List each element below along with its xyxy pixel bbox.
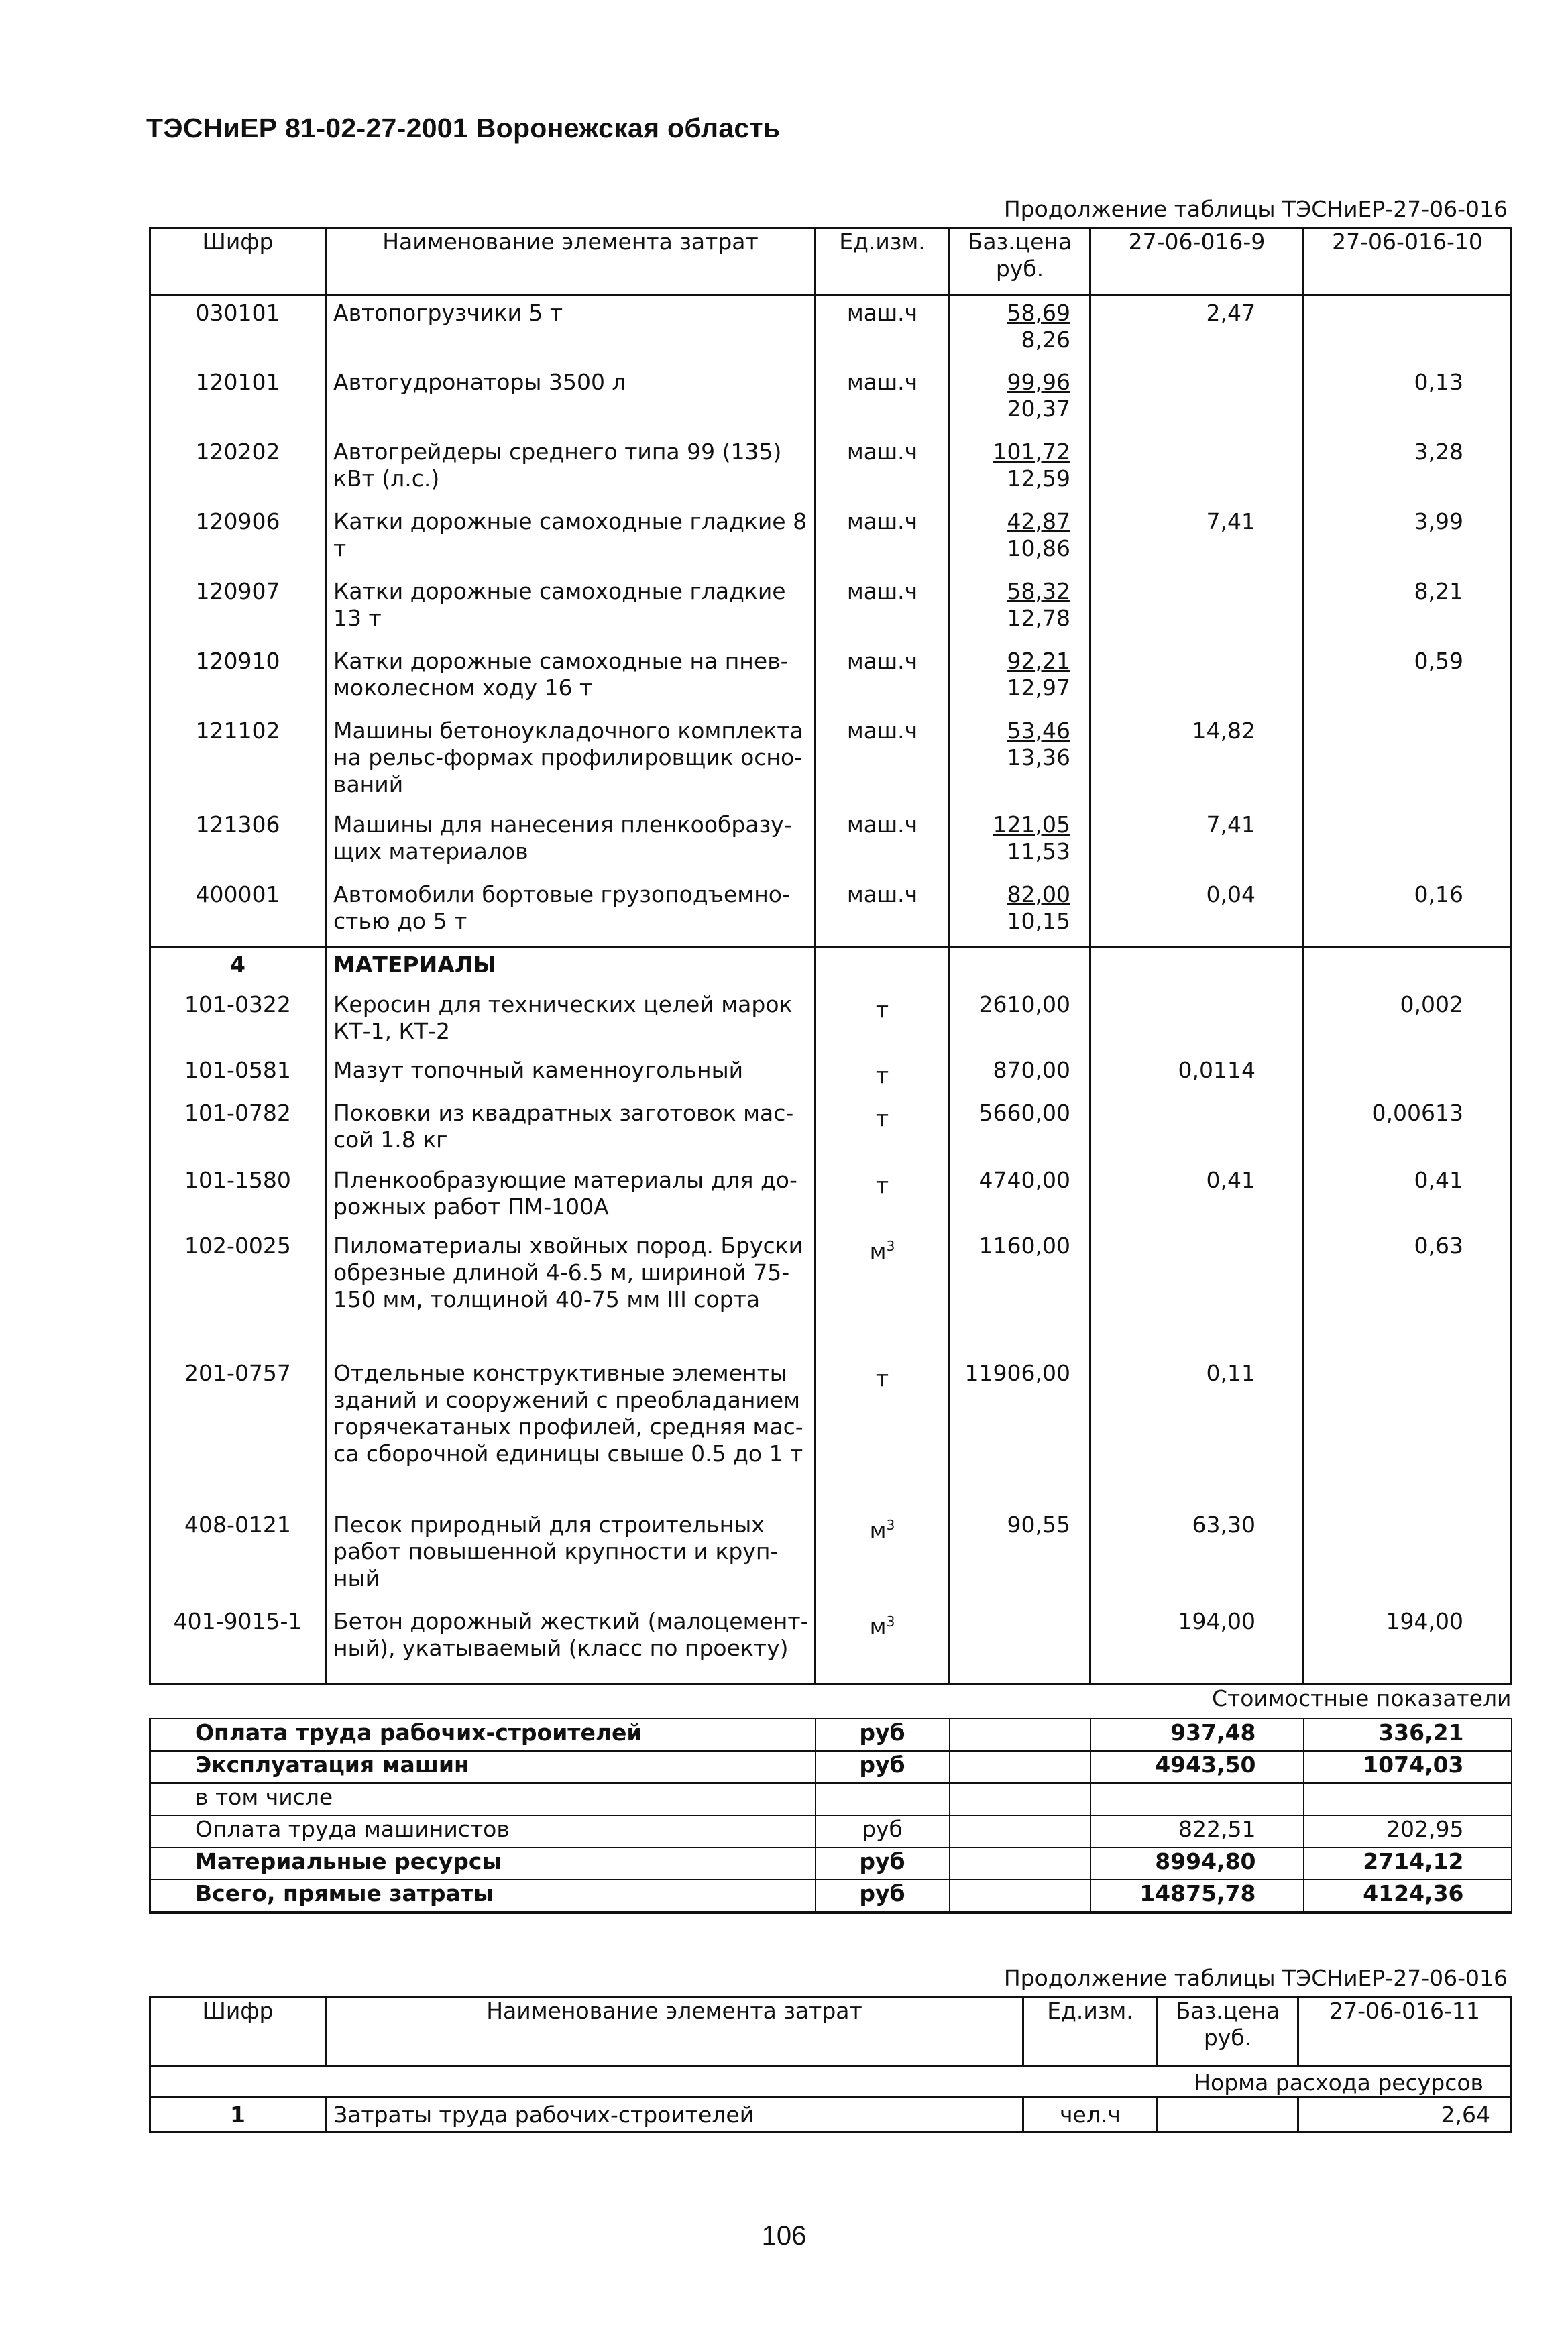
row-unit-text: т bbox=[875, 1104, 889, 1131]
row-unit-text: т bbox=[875, 1062, 889, 1088]
row-value-10: 0,16 bbox=[1304, 877, 1512, 947]
cost-label: Оплата труда машинистов bbox=[150, 1815, 816, 1848]
row-name: Автогрейдеры среднего типа 99 (135) кВт (л.с.) bbox=[326, 435, 816, 504]
row-unit bbox=[816, 1229, 950, 1356]
row-price bbox=[950, 877, 1090, 947]
row-code: 121306 bbox=[150, 807, 326, 877]
cost-value-10: 336,21 bbox=[1304, 1719, 1512, 1751]
row-price-base: 58,69 bbox=[1007, 300, 1070, 326]
row-value-9: 0,0114 bbox=[1090, 1053, 1304, 1096]
row-value-10 bbox=[1304, 714, 1512, 807]
header-unit: Ед.изм. bbox=[1023, 1997, 1158, 2067]
row-unit bbox=[816, 1508, 950, 1604]
row-value-10 bbox=[1304, 1356, 1512, 1508]
cost-value-10 bbox=[1304, 1783, 1512, 1815]
row-name: Машины для нанесения пленкообразу-щих материалов bbox=[326, 807, 816, 877]
cost-label: Эксплуатация машин bbox=[150, 1751, 816, 1783]
cost-price bbox=[950, 1751, 1090, 1783]
row-code: 101-0581 bbox=[150, 1053, 326, 1096]
row-price-wage: 10,15 bbox=[1007, 907, 1070, 934]
cost-row bbox=[150, 1848, 1512, 1880]
row-value-10: 8,21 bbox=[1304, 574, 1512, 644]
cost-row bbox=[150, 1783, 1512, 1815]
table-row bbox=[150, 877, 1512, 947]
section-row bbox=[150, 947, 1512, 987]
table-row bbox=[150, 1229, 1512, 1356]
row-value-10: 194,00 bbox=[1304, 1604, 1512, 1685]
table-row bbox=[150, 807, 1512, 877]
row-value-10 bbox=[1304, 1053, 1512, 1096]
row-name: Пиломатериалы хвойных пород. Бруски обрезные длиной 4-6.5 м, шириной 75-150 мм, толщиной 40-75 мм III сорта bbox=[326, 1229, 816, 1356]
row-price bbox=[950, 807, 1090, 877]
row-code: 120202 bbox=[150, 435, 326, 504]
row-name: Автомобили бортовые грузоподъемно-стью до 5 т bbox=[326, 877, 816, 947]
row-value-10: 0,63 bbox=[1304, 1229, 1512, 1356]
row-value-10 bbox=[1304, 1508, 1512, 1604]
row-name: Пленкообразующие материалы для до-рожных работ ПМ-100А bbox=[326, 1163, 816, 1229]
row-code: 120906 bbox=[150, 504, 326, 574]
cost-unit: руб bbox=[816, 1719, 950, 1751]
page-number: 106 bbox=[761, 2221, 807, 2251]
row-price-wage: 11,53 bbox=[1007, 838, 1070, 864]
row-code: 030101 bbox=[150, 295, 326, 365]
row-price bbox=[950, 574, 1090, 644]
row-value-10: 3,99 bbox=[1304, 504, 1512, 574]
row-price-wage: 20,37 bbox=[1007, 395, 1070, 422]
row-value-10: 3,28 bbox=[1304, 435, 1512, 504]
header-price: Баз.цена руб. bbox=[950, 228, 1090, 295]
resource-table-2 bbox=[149, 1996, 1512, 2133]
table-row bbox=[150, 435, 1512, 504]
table-row bbox=[150, 1604, 1512, 1685]
row-price-base: 121,05 bbox=[993, 811, 1070, 838]
row-value-11: 2,64 bbox=[1298, 2098, 1512, 2133]
section-code: 4 bbox=[150, 947, 326, 987]
norm-header-row bbox=[150, 2067, 1512, 2098]
cost-unit bbox=[816, 1783, 950, 1815]
row-price: 2610,00 bbox=[950, 987, 1090, 1053]
row-price-base: 82,00 bbox=[1007, 881, 1070, 907]
cost-price bbox=[950, 1880, 1090, 1913]
row-price-base: 53,46 bbox=[1007, 717, 1070, 744]
row-price-base: 42,87 bbox=[1007, 508, 1070, 534]
row-value-9 bbox=[1090, 1096, 1304, 1163]
row-name: Автогудронаторы 3500 л bbox=[326, 365, 816, 435]
cost-value-9: 14875,78 bbox=[1090, 1880, 1304, 1913]
header-name: Наименование элемента затрат bbox=[326, 1997, 1023, 2067]
row-value-9: 7,41 bbox=[1090, 504, 1304, 574]
row-code: 101-0782 bbox=[150, 1096, 326, 1163]
cost-label: Оплата труда рабочих-строителей bbox=[150, 1719, 816, 1751]
table-row bbox=[150, 1053, 1512, 1096]
row-code: 101-0322 bbox=[150, 987, 326, 1053]
row-unit-text: м bbox=[869, 1237, 887, 1264]
cost-value-9: 937,48 bbox=[1090, 1719, 1304, 1751]
header-code: Шифр bbox=[150, 1997, 326, 2067]
cost-label: Всего, прямые затраты bbox=[150, 1880, 816, 1913]
row-name: Катки дорожные самоходные гладкие 8 т bbox=[326, 504, 816, 574]
row-value-9: 2,47 bbox=[1090, 295, 1304, 365]
row-unit: маш.ч bbox=[816, 574, 950, 644]
row-name: Отдельные конструктивные элементы зданий и сооружений с преобладанием горячекатаных профилей, средняя мас-са сборочной единицы свыше 0.5 до 1 т bbox=[326, 1356, 816, 1508]
row-name: Мазут топочный каменноугольный bbox=[326, 1053, 816, 1096]
table-row bbox=[150, 1508, 1512, 1604]
cost-value-9 bbox=[1090, 1783, 1304, 1815]
table1-header-row bbox=[150, 228, 1512, 295]
row-name: Автопогрузчики 5 т bbox=[326, 295, 816, 365]
row-code: 120910 bbox=[150, 644, 326, 714]
cost-label: Материальные ресурсы bbox=[150, 1848, 816, 1880]
row-name: Катки дорожные самоходные на пнев-моколесном ходу 16 т bbox=[326, 644, 816, 714]
table2-caption: Продолжение таблицы ТЭСНиЕР-27-06-016 bbox=[1003, 1965, 1508, 1991]
table-row bbox=[150, 2098, 1512, 2133]
section-empty-cell bbox=[1304, 947, 1512, 987]
row-unit-text: м bbox=[869, 1516, 887, 1543]
row-name: Катки дорожные самоходные гладкие 13 т bbox=[326, 574, 816, 644]
table-row bbox=[150, 574, 1512, 644]
header-name: Наименование элемента затрат bbox=[326, 228, 816, 295]
cost-row bbox=[150, 1880, 1512, 1913]
row-price-wage: 12,97 bbox=[1007, 674, 1070, 701]
cost-value-10: 2714,12 bbox=[1304, 1848, 1512, 1880]
row-name: Керосин для технических целей марок КТ-1, КТ-2 bbox=[326, 987, 816, 1053]
row-price-wage: 10,86 bbox=[1007, 534, 1070, 561]
row-price-base: 99,96 bbox=[1007, 368, 1070, 395]
table-row bbox=[150, 1163, 1512, 1229]
row-value-10: 0,59 bbox=[1304, 644, 1512, 714]
cost-header: Стоимостные показатели bbox=[150, 1685, 1512, 1719]
norm-header: Норма расхода ресурсов bbox=[150, 2067, 1512, 2098]
table-row bbox=[150, 1096, 1512, 1163]
row-price-wage: 12,78 bbox=[1007, 604, 1070, 631]
row-value-9 bbox=[1090, 435, 1304, 504]
row-price bbox=[1158, 2098, 1298, 2133]
row-value-10: 0,41 bbox=[1304, 1163, 1512, 1229]
row-unit-text: т bbox=[875, 1365, 889, 1392]
row-price: 870,00 bbox=[950, 1053, 1090, 1096]
table1-caption: Продолжение таблицы ТЭСНиЕР-27-06-016 bbox=[1003, 196, 1508, 222]
row-unit bbox=[816, 1096, 950, 1163]
row-price bbox=[950, 1604, 1090, 1685]
row-price: 1160,00 bbox=[950, 1229, 1090, 1356]
row-unit: маш.ч bbox=[816, 435, 950, 504]
row-unit-superscript: 3 bbox=[886, 1516, 895, 1533]
row-unit: маш.ч bbox=[816, 365, 950, 435]
header-col-10: 27-06-016-10 bbox=[1304, 228, 1512, 295]
cost-price bbox=[950, 1719, 1090, 1751]
cost-price bbox=[950, 1783, 1090, 1815]
cost-value-10: 1074,03 bbox=[1304, 1751, 1512, 1783]
row-unit-text: т bbox=[875, 996, 889, 1023]
row-unit-superscript: 3 bbox=[886, 1613, 895, 1630]
cost-price bbox=[950, 1815, 1090, 1848]
row-unit bbox=[816, 1356, 950, 1508]
row-value-10 bbox=[1304, 807, 1512, 877]
row-unit: чел.ч bbox=[1023, 2098, 1158, 2133]
row-unit-superscript: 3 bbox=[886, 1237, 895, 1254]
table-row bbox=[150, 644, 1512, 714]
row-value-9 bbox=[1090, 574, 1304, 644]
row-value-9: 14,82 bbox=[1090, 714, 1304, 807]
row-unit bbox=[816, 987, 950, 1053]
row-value-10: 0,002 bbox=[1304, 987, 1512, 1053]
row-unit-text: м bbox=[869, 1613, 887, 1640]
cost-price bbox=[950, 1848, 1090, 1880]
row-price bbox=[950, 295, 1090, 365]
row-price: 11906,00 bbox=[950, 1356, 1090, 1508]
cost-value-10: 4124,36 bbox=[1304, 1880, 1512, 1913]
row-code: 121102 bbox=[150, 714, 326, 807]
row-price-base: 58,32 bbox=[1007, 577, 1070, 604]
row-unit-text: т bbox=[875, 1172, 889, 1198]
row-price-wage: 12,59 bbox=[1007, 465, 1070, 492]
row-name: Бетон дорожный жесткий (малоцемент-ный), укатываемый (класс по проекту) bbox=[326, 1604, 816, 1685]
row-code: 120101 bbox=[150, 365, 326, 435]
row-value-10: 0,00613 bbox=[1304, 1096, 1512, 1163]
section-empty-cell bbox=[950, 947, 1090, 987]
row-name: Песок природный для строительных работ повышенной крупности и круп-ный bbox=[326, 1508, 816, 1604]
cost-unit: руб bbox=[816, 1848, 950, 1880]
row-value-9 bbox=[1090, 644, 1304, 714]
cost-row bbox=[150, 1815, 1512, 1848]
header-unit: Ед.изм. bbox=[816, 228, 950, 295]
row-price: 5660,00 bbox=[950, 1096, 1090, 1163]
row-price: 4740,00 bbox=[950, 1163, 1090, 1229]
header-price: Баз.цена руб. bbox=[1158, 1997, 1298, 2067]
row-value-9: 0,11 bbox=[1090, 1356, 1304, 1508]
cost-value-9: 822,51 bbox=[1090, 1815, 1304, 1848]
row-code: 400001 bbox=[150, 877, 326, 947]
section-name: МАТЕРИАЛЫ bbox=[326, 947, 816, 987]
table-row bbox=[150, 1356, 1512, 1508]
row-code: 1 bbox=[150, 2098, 326, 2133]
row-unit: маш.ч bbox=[816, 877, 950, 947]
row-value-9 bbox=[1090, 1229, 1304, 1356]
header-code: Шифр bbox=[150, 228, 326, 295]
row-unit bbox=[816, 1053, 950, 1096]
cost-header-row bbox=[150, 1685, 1512, 1719]
row-value-10 bbox=[1304, 295, 1512, 365]
cost-row bbox=[150, 1751, 1512, 1783]
row-value-10: 0,13 bbox=[1304, 365, 1512, 435]
row-code: 401-9015-1 bbox=[150, 1604, 326, 1685]
section-empty-cell bbox=[816, 947, 950, 987]
row-price bbox=[950, 365, 1090, 435]
row-price-base: 92,21 bbox=[1007, 647, 1070, 674]
row-unit: маш.ч bbox=[816, 807, 950, 877]
table-row bbox=[150, 504, 1512, 574]
row-value-9 bbox=[1090, 987, 1304, 1053]
cost-unit: руб bbox=[816, 1880, 950, 1913]
row-price bbox=[950, 504, 1090, 574]
row-price-wage: 8,26 bbox=[1021, 327, 1070, 353]
row-code: 408-0121 bbox=[150, 1508, 326, 1604]
cost-value-9: 4943,50 bbox=[1090, 1751, 1304, 1783]
header-col-9: 27-06-016-9 bbox=[1090, 228, 1304, 295]
cost-unit: руб bbox=[816, 1815, 950, 1848]
row-code: 102-0025 bbox=[150, 1229, 326, 1356]
row-code: 120907 bbox=[150, 574, 326, 644]
row-code: 201-0757 bbox=[150, 1356, 326, 1508]
row-unit bbox=[816, 1604, 950, 1685]
row-price: 90,55 bbox=[950, 1508, 1090, 1604]
resource-table bbox=[149, 227, 1512, 1914]
table-row bbox=[150, 987, 1512, 1053]
cost-row bbox=[150, 1719, 1512, 1751]
table-row bbox=[150, 365, 1512, 435]
row-value-9: 0,04 bbox=[1090, 877, 1304, 947]
table2-header-row bbox=[150, 1997, 1512, 2067]
row-value-9: 63,30 bbox=[1090, 1508, 1304, 1604]
row-price-base: 101,72 bbox=[993, 438, 1070, 465]
row-code: 101-1580 bbox=[150, 1163, 326, 1229]
row-unit: маш.ч bbox=[816, 644, 950, 714]
document-title: ТЭСНиЕР 81-02-27-2001 Воронежская область bbox=[146, 113, 781, 144]
row-value-9: 7,41 bbox=[1090, 807, 1304, 877]
row-value-9: 0,41 bbox=[1090, 1163, 1304, 1229]
row-unit: маш.ч bbox=[816, 504, 950, 574]
cost-unit: руб bbox=[816, 1751, 950, 1783]
section-empty-cell bbox=[1090, 947, 1304, 987]
row-name: Машины бетоноукладочного комплекта на рельс-формах профилировщик осно-ваний bbox=[326, 714, 816, 807]
row-value-9: 194,00 bbox=[1090, 1604, 1304, 1685]
header-col-11: 27-06-016-11 bbox=[1298, 1997, 1512, 2067]
row-unit bbox=[816, 1163, 950, 1229]
row-name: Поковки из квадратных заготовок мас-сой 1.8 кг bbox=[326, 1096, 816, 1163]
cost-value-10: 202,95 bbox=[1304, 1815, 1512, 1848]
cost-label: в том числе bbox=[150, 1783, 816, 1815]
row-value-9 bbox=[1090, 365, 1304, 435]
cost-value-9: 8994,80 bbox=[1090, 1848, 1304, 1880]
row-unit: маш.ч bbox=[816, 295, 950, 365]
row-price bbox=[950, 435, 1090, 504]
row-price bbox=[950, 714, 1090, 807]
row-price bbox=[950, 644, 1090, 714]
row-price-wage: 13,36 bbox=[1007, 744, 1070, 771]
row-name: Затраты труда рабочих-строителей bbox=[326, 2098, 1023, 2133]
row-unit: маш.ч bbox=[816, 714, 950, 807]
table-row bbox=[150, 295, 1512, 365]
table-row bbox=[150, 714, 1512, 807]
